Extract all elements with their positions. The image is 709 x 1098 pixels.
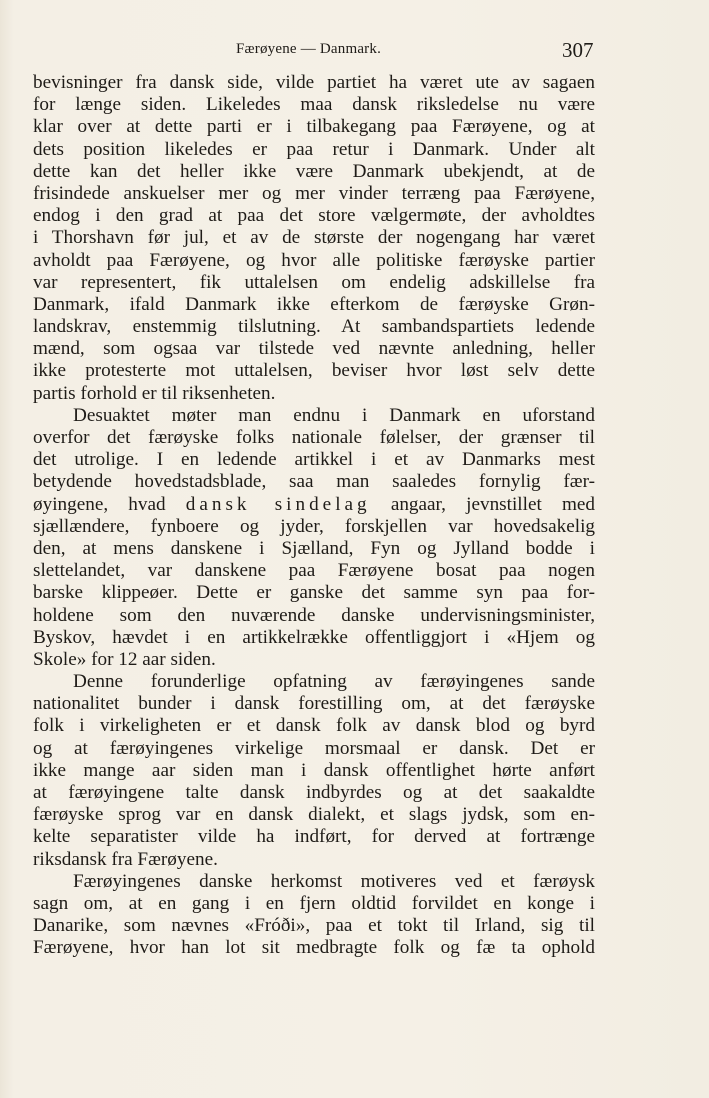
text-line: det utrolige. I en ledende artikkel i et av Danmarks mest xyxy=(33,449,595,471)
text-line: landskrav, enstemmig tilslutning. At sambandspartiets ledende xyxy=(33,316,595,338)
paragraph-4 xyxy=(33,871,595,960)
page-number: 307 xyxy=(562,38,594,62)
body-text xyxy=(33,72,595,960)
text-line: betydende hovedstadsblade, saa man saaledes fornylig fær- xyxy=(33,471,595,493)
text-line: kelte separatister vilde ha indført, for derved at fortrænge xyxy=(33,826,595,848)
text-line: ikke mange aar siden man i dansk offentlighet hørte anført xyxy=(33,759,595,781)
text-line: bevisninger fra dansk side, vilde partiet ha været ute av sagaen xyxy=(33,72,595,93)
text-line: Færøyene, hvor han lot sit medbragte folk og fæ ta ophold xyxy=(33,937,595,959)
paragraph-1 xyxy=(33,72,595,405)
line-segment: øyingene, hvad xyxy=(33,493,166,515)
text-line: frisindede anskuelser mer og mer vinder terræng paa Færøyene, xyxy=(33,182,595,204)
text-line: Færøyingenes danske herkomst motiveres ved et færøysk xyxy=(73,870,595,892)
text-line: folk i virkeligheten er et dansk folk av dansk blod og byrd xyxy=(33,715,595,737)
text-line: i Thorshavn før jul, et av de største der nogengang har været xyxy=(33,227,595,249)
text-line: riksdansk fra Færøyene. xyxy=(33,848,218,870)
text-line: Skole» for 12 aar siden. xyxy=(33,648,216,670)
text-line: Danarike, som nævnes «Fróði», paa et tokt til Irland, sig til xyxy=(33,915,595,937)
text-line: avholdt paa Færøyene, og hvor alle politiske færøyske partier xyxy=(33,249,595,271)
text-line: Byskov, hævdet i en artikkelrække offentliggjort i «Hjem og xyxy=(33,626,595,648)
text-line: færøyske sprog var en dansk dialekt, et slags jydsk, som en- xyxy=(33,804,595,826)
text-line: Denne forunderlige opfatning av færøyingenes sande xyxy=(73,671,595,693)
text-line: barske klippeøer. Dette er ganske det samme syn paa for- xyxy=(33,582,595,604)
text-line: endog i den grad at paa det store vælgermøte, der avholdtes xyxy=(33,205,595,227)
text-line: holdene som den nuværende danske undervisningsminister, xyxy=(33,604,595,626)
text-line: dette kan det heller ikke være Danmark ubekjendt, at de xyxy=(33,160,595,182)
text-line: var representert, fik uttalelsen om endelig adskillelse fra xyxy=(33,271,595,293)
page-header xyxy=(0,36,709,66)
text-line: at færøyingene talte dansk indbyrdes og at det saakaldte xyxy=(33,782,595,803)
paragraph-2 xyxy=(33,405,595,671)
text-line: den, at mens danskene i Sjælland, Fyn og Jylland bodde i xyxy=(33,537,595,559)
text-line: dets position likeledes er paa retur i Danmark. Under alt xyxy=(33,138,595,160)
text-line: overfor det færøyske folks nationale følelser, der grænser til xyxy=(33,427,595,448)
text-line: Desuaktet møter man endnu i Danmark en uforstand xyxy=(73,404,595,426)
running-title: Færøyene — Danmark. xyxy=(236,41,382,57)
line-segment: angaar, jevnstillet med xyxy=(390,493,595,515)
text-line: sagn om, at en gang i en fjern oldtid forvildet en konge i xyxy=(33,892,595,914)
text-line: partis forhold er til riksenheten. xyxy=(33,382,276,404)
text-line: klar over at dette parti er i tilbakegang paa Færøyene, og at xyxy=(33,116,595,138)
text-line: Danmark, ifald Danmark ikke efterkom de færøyske Grøn- xyxy=(33,293,595,315)
text-line: og at færøyingenes virkelige morsmaal er dansk. Det er xyxy=(33,737,595,759)
text-line: for længe siden. Likeledes maa dansk riksledelse nu være xyxy=(33,94,595,116)
text-line: mænd, som ogsaa var tilstede ved nævnte anledning, heller xyxy=(33,338,595,360)
text-line: slettelandet, var danskene paa Færøyene bosat paa nogen xyxy=(33,560,595,582)
text-line: nationalitet bunder i dansk forestilling om, at det færøyske xyxy=(33,693,595,715)
text-line: ikke protesterte mot uttalelsen, beviser hvor løst selv dette xyxy=(33,360,595,382)
paragraph-3 xyxy=(33,671,595,871)
text-line-with-spaced-phrase xyxy=(33,494,595,516)
spaced-phrase: dansk sindelag xyxy=(185,493,371,515)
text-line: sjællændere, fynboere og jyder, forskjellen var hovedsakelig xyxy=(33,515,595,537)
